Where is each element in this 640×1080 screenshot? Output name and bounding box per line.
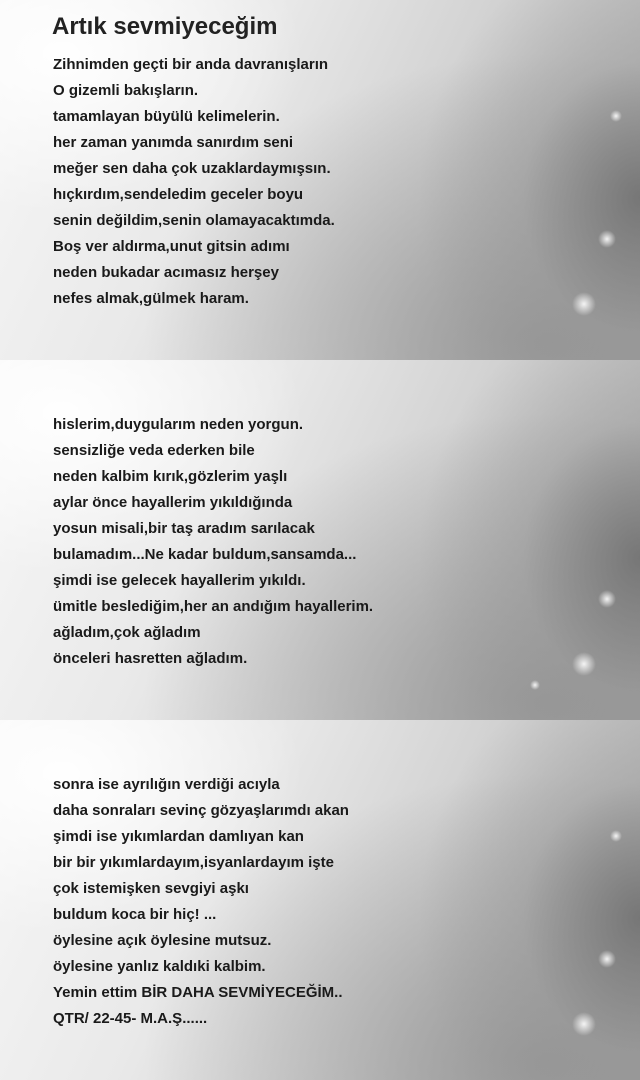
poem-line: şimdi ise yıkımlardan damlıyan kan	[53, 828, 304, 845]
poem-line: Yemin ettim BİR DAHA SEVMİYECEĞİM..	[53, 984, 343, 1001]
poem-line: daha sonraları sevinç gözyaşlarımdı akan	[53, 802, 349, 819]
light-sparkle	[598, 950, 616, 968]
poem-line: aylar önce hayallerim yıkıldığında	[53, 494, 293, 511]
poem-line: öylesine yanlız kaldıki kalbim.	[53, 958, 266, 975]
poem-line: nefes almak,gülmek haram.	[53, 290, 249, 307]
poem-line: önceleri hasretten ağladım.	[53, 650, 248, 667]
poem-line: QTR/ 22-45- M.A.Ş......	[53, 1010, 208, 1027]
poem-line: şimdi ise gelecek hayallerim yıkıldı.	[53, 572, 306, 589]
poem-line: çok istemişken sevgiyi aşkı	[53, 880, 249, 897]
poem-line: senin değildim,senin olamayacaktımda.	[53, 212, 335, 229]
poem-title: Artık sevmiyeceğim	[52, 13, 278, 40]
poem-line: öylesine açık öylesine mutsuz.	[53, 932, 272, 949]
poem-stanza-1	[53, 52, 335, 312]
poem-line: sensizliğe veda ederken bile	[53, 442, 255, 459]
poem-line: bulamadım...Ne kadar buldum,sansamda...	[53, 546, 357, 563]
poem-line: ümitle beslediğim,her an andığım hayallerim.	[53, 598, 374, 615]
light-sparkle	[598, 590, 616, 608]
poem-panel-2	[0, 360, 640, 720]
poem-panel-1	[0, 0, 640, 360]
light-sparkle	[598, 230, 616, 248]
poem-line: meğer sen daha çok uzaklardaymışsın.	[53, 160, 331, 177]
light-sparkle	[572, 1012, 596, 1036]
light-sparkle	[610, 830, 622, 842]
light-sparkle	[572, 652, 596, 676]
poem-line: Boş ver aldırma,unut gitsin adımı	[53, 238, 290, 255]
poem-line: hıçkırdım,sendeledim geceler boyu	[53, 186, 304, 203]
poem-line: her zaman yanımda sanırdım seni	[53, 134, 294, 151]
poem-line: neden kalbim kırık,gözlerim yaşlı	[53, 468, 288, 485]
poem-line: neden bukadar acımasız herşey	[53, 264, 279, 281]
light-sparkle	[530, 680, 540, 690]
poem-panel-3	[0, 720, 640, 1080]
poem-stanza-3	[53, 772, 349, 1032]
poem-line: bir bir yıkımlardayım,isyanlardayım işte	[53, 854, 334, 871]
poem-line: sonra ise ayrılığın verdiği acıyla	[53, 776, 280, 793]
poem-line: yosun misali,bir taş aradım sarılacak	[53, 520, 315, 537]
poem-stanza-2	[53, 412, 373, 672]
poem-line: O gizemli bakışların.	[53, 82, 199, 99]
light-sparkle	[572, 292, 596, 316]
poem-line: tamamlayan büyülü kelimelerin.	[53, 108, 280, 125]
poem-line: buldum koca bir hiç! ...	[53, 906, 217, 923]
light-sparkle	[610, 110, 622, 122]
poem-line: Zihnimden geçti bir anda davranışların	[53, 56, 329, 73]
poem-line: ağladım,çok ağladım	[53, 624, 201, 641]
poem-line: hislerim,duygularım neden yorgun.	[53, 416, 304, 433]
